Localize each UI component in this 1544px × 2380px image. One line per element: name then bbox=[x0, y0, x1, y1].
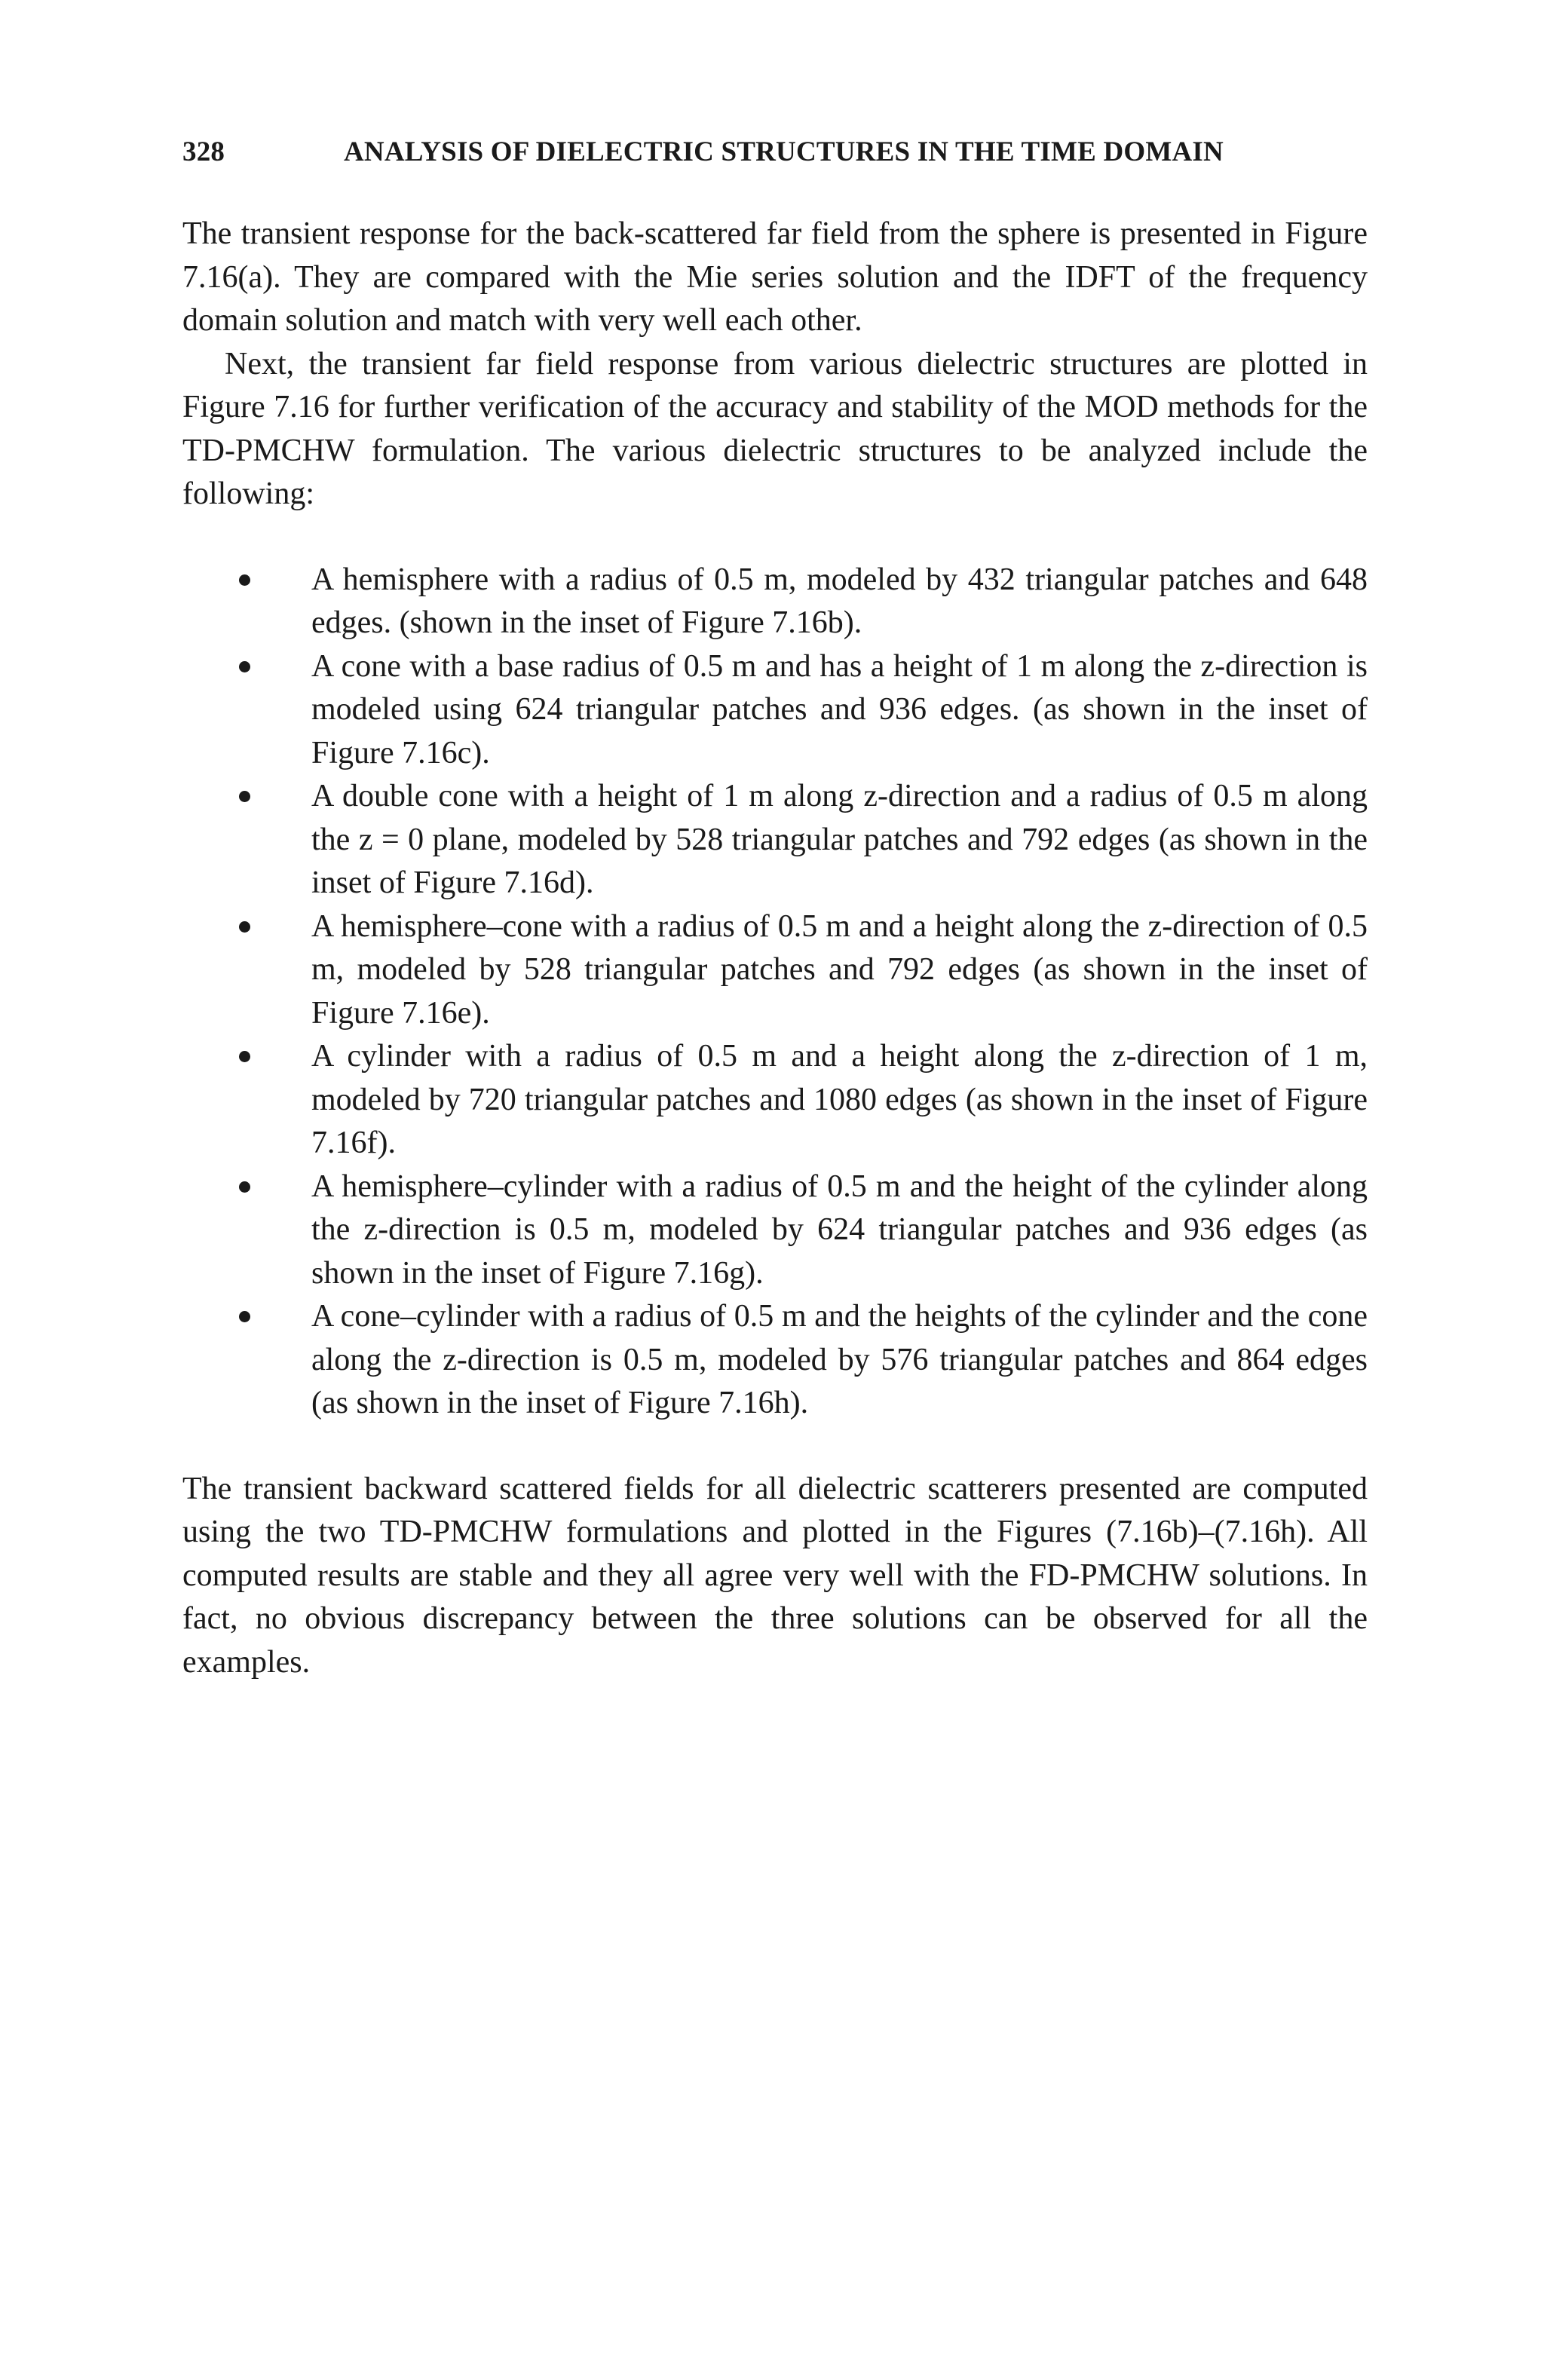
body-paragraph-2: Next, the transient far field response from various dielectric structures are plotted in Figure 7.16 for further verification of the accuracy and stability of the MOD methods for the TD-PMCHW formulation. The various dielectric structures to be analyzed include the following: bbox=[182, 346, 1368, 511]
bullet-icon bbox=[239, 1181, 250, 1193]
bullet-icon bbox=[239, 1311, 250, 1322]
list-item bbox=[182, 905, 1368, 1036]
bullet-icon bbox=[239, 1051, 250, 1062]
list-item bbox=[182, 1165, 1368, 1296]
list-item-text: A hemisphere–cylinder with a radius of 0.5 m and the height of the cylinder along the z-direction is 0.5 m, modeled by 624 triangular patches and 936 edges (as shown in the inset of Figure 7.16g). bbox=[311, 1169, 1368, 1291]
bullet-icon bbox=[239, 791, 250, 802]
list-item-text: A cylinder with a radius of 0.5 m and a height along the z-direction of 1 m, modeled by 720 triangular patches and 1080 edges (as shown in the inset of Figure 7.16f). bbox=[311, 1039, 1368, 1160]
page-number: 328 bbox=[182, 136, 225, 167]
page bbox=[182, 136, 1368, 1684]
list-item bbox=[182, 1295, 1368, 1426]
list-item bbox=[182, 775, 1368, 905]
body-paragraph-1: The transient response for the back-scattered far field from the sphere is presented in Figure 7.16(a). They are compared with the Mie series solution and the IDFT of the frequency domain solution and match with very well each other. bbox=[182, 216, 1368, 338]
list-item bbox=[182, 559, 1368, 645]
running-head-title: ANALYSIS OF DIELECTRIC STRUCTURES IN THE TIME DOMAIN bbox=[344, 136, 1224, 167]
list-item-text: A hemisphere with a radius of 0.5 m, modeled by 432 triangular patches and 648 edges. (shown in the inset of Figure 7.16b). bbox=[311, 562, 1368, 640]
list-item-text: A hemisphere–cone with a radius of 0.5 m and a height along the z-direction of 0.5 m, modeled by 528 triangular patches and 792 edges (as shown in the inset of Figure 7.16e). bbox=[311, 908, 1368, 1031]
closing-paragraph: The transient backward scattered fields for all dielectric scatterers presented are computed using the two TD-PMCHW formulations and plotted in the Figures (7.16b)–(7.16h). All computed results are stable and they all agree very well with the FD-PMCHW solutions. In fact, no obvious discrepancy between the three solutions can be observed for all the examples. bbox=[182, 1471, 1368, 1680]
list-item bbox=[182, 645, 1368, 776]
list-item bbox=[182, 1035, 1368, 1165]
structure-list bbox=[182, 559, 1368, 1426]
list-item-text: A double cone with a height of 1 m along z-direction and a radius of 0.5 m along the z = 0 plane, modeled by 528 triangular patches and 792 edges (as shown in the inset of Figure 7.16d). bbox=[311, 779, 1368, 900]
running-head bbox=[182, 136, 1368, 181]
list-item-text: A cone–cylinder with a radius of 0.5 m and the heights of the cylinder and the cone along the z-direction is 0.5 m, modeled by 576 triangular patches and 864 edges (as shown in the inset of Figure 7.16h). bbox=[311, 1299, 1368, 1420]
bullet-icon bbox=[239, 661, 250, 672]
list-item-text: A cone with a base radius of 0.5 m and has a height of 1 m along the z-direction is modeled using 624 triangular patches and 936 edges. (as shown in the inset of Figure 7.16c). bbox=[311, 648, 1368, 770]
bullet-icon bbox=[239, 921, 250, 933]
bullet-icon bbox=[239, 574, 250, 586]
